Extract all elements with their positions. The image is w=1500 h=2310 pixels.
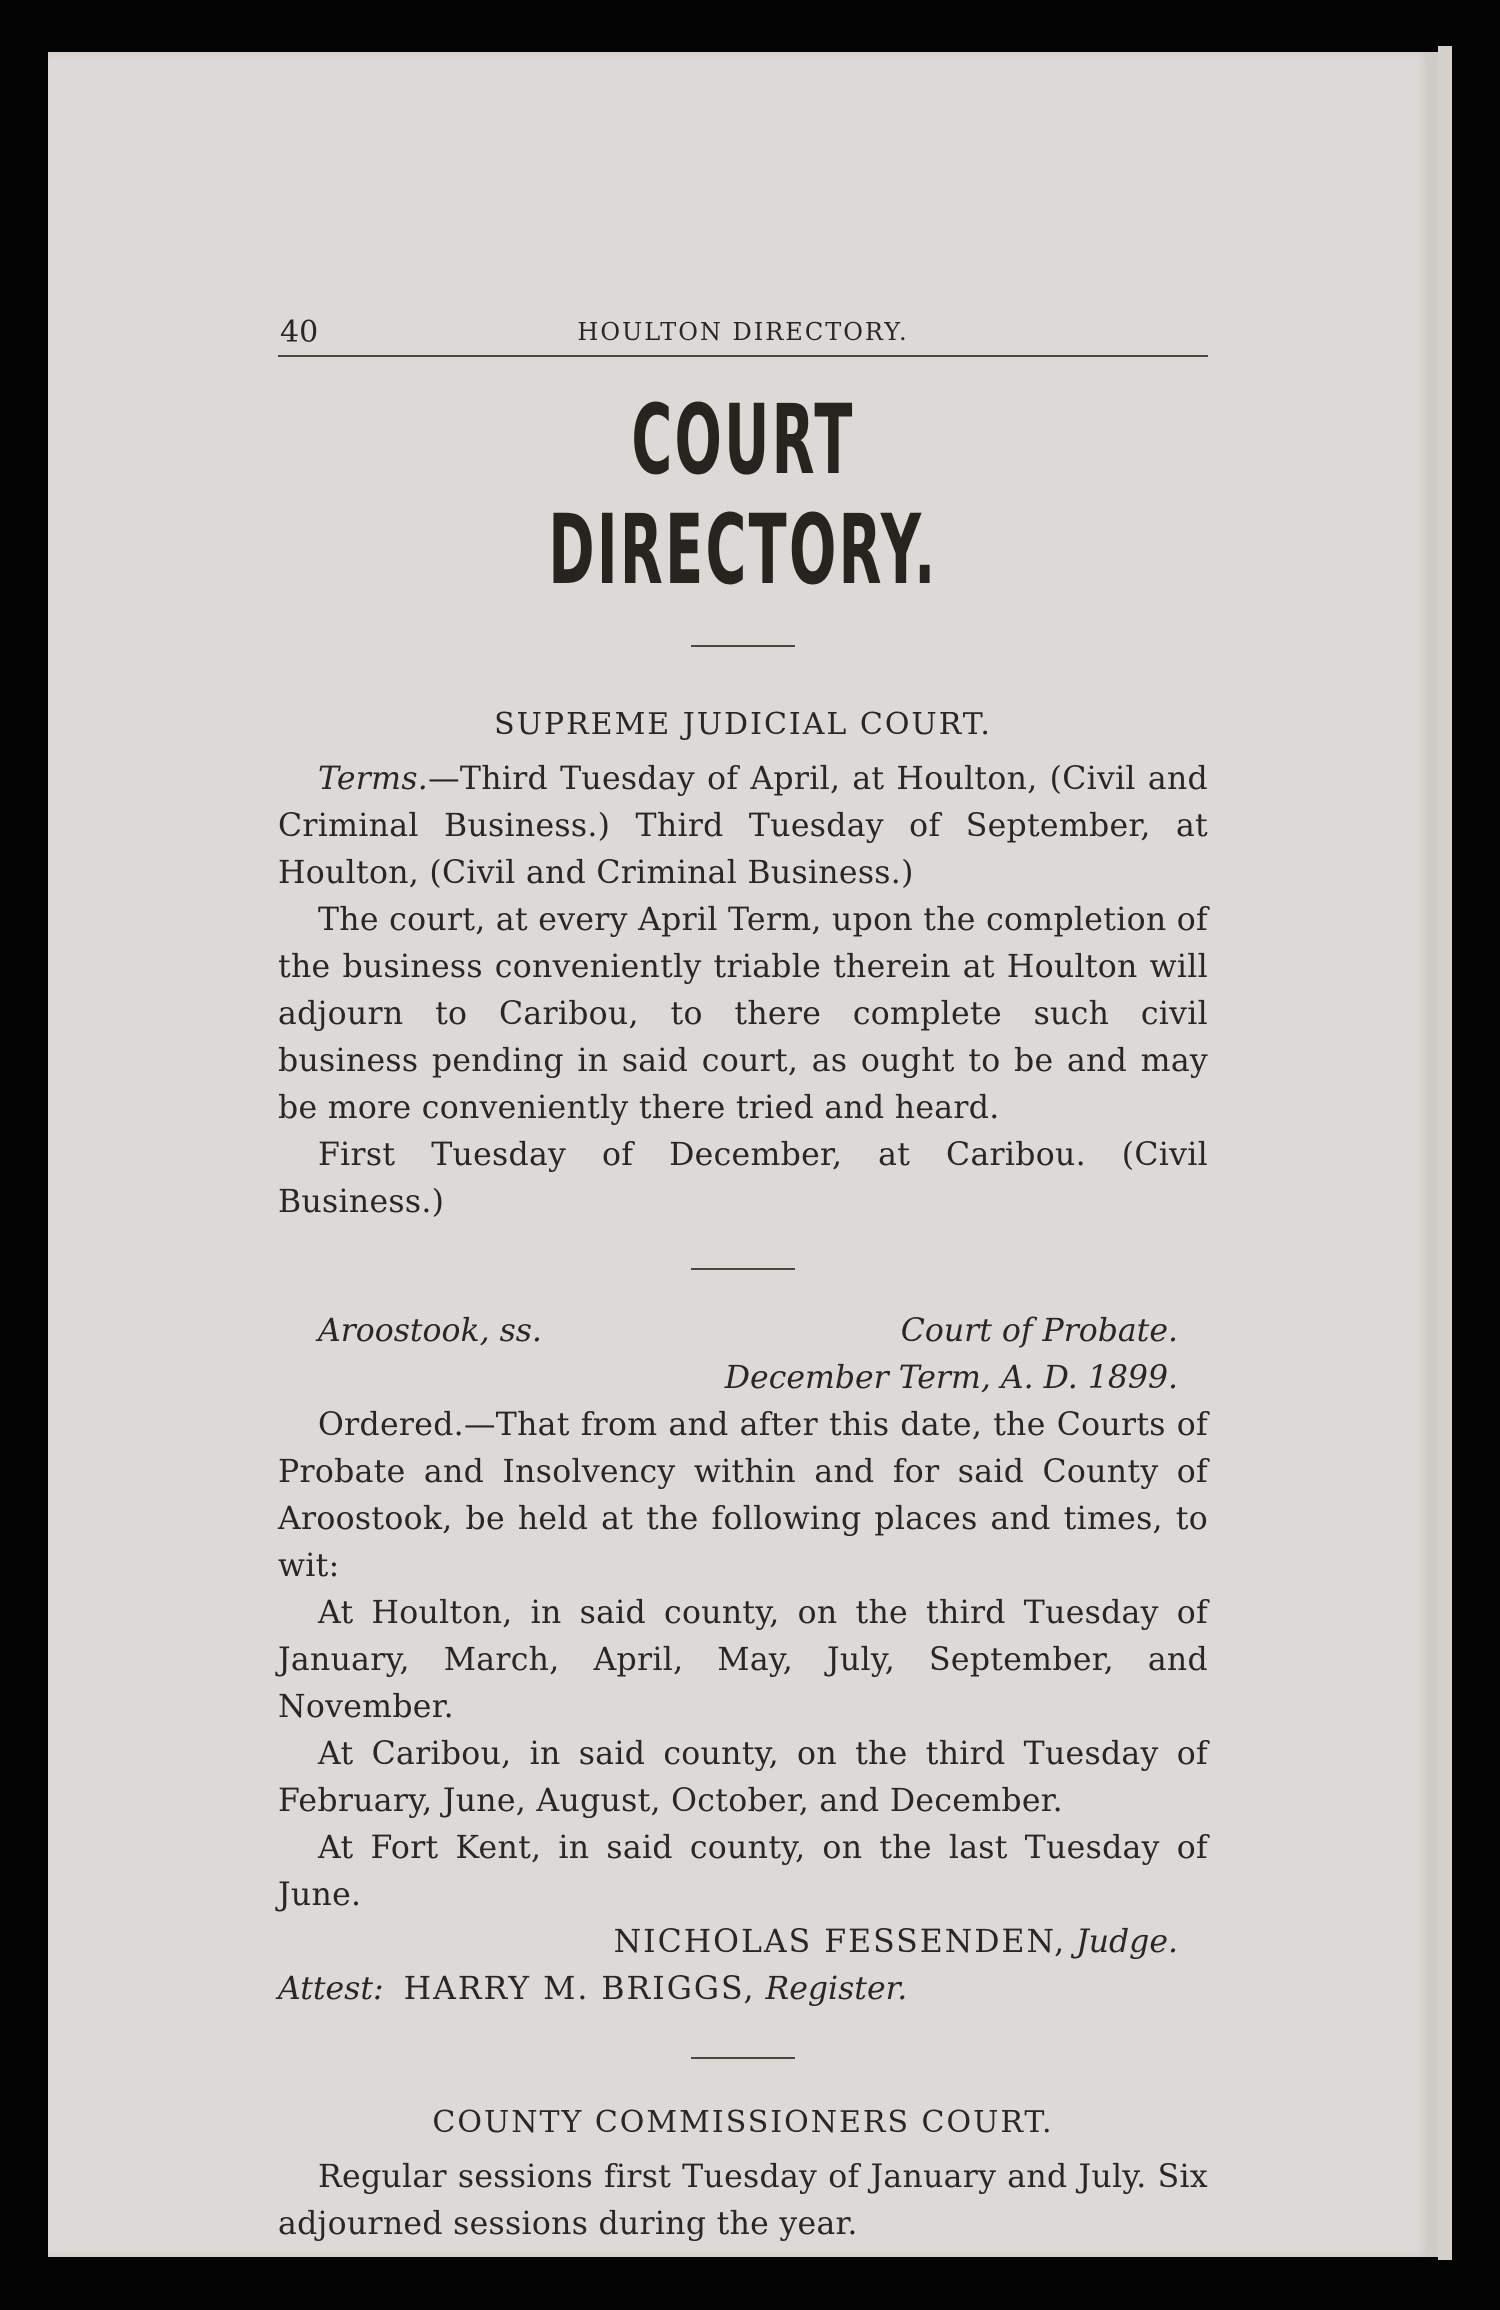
judge-name: NICHOLAS FESSENDEN, (613, 1924, 1067, 1960)
probate-header (278, 1308, 1208, 1355)
register-name: HARRY M. BRIGGS, (403, 1971, 756, 2007)
caribou-paragraph: At Caribou, in said county, on the third Tuesday of February, June, August, October, and December. (278, 1736, 1208, 1819)
adjourn-paragraph: The court, at every April Term, upon the completion of the business conveniently triable therein at Houlton will adjourn to Caribou, to there complete such civil business pending in said court, as ought to be and may be more conveniently there tried and heard. (278, 902, 1208, 1126)
probate-court-label: Court of Probate. (900, 1313, 1178, 1349)
divider-rule (691, 645, 795, 647)
page-edge (1438, 46, 1452, 2260)
running-header (278, 315, 1208, 357)
houlton-paragraph: At Houlton, in said county, on the third Tuesday of January, March, April, May, July, September, and November. (278, 1595, 1208, 1725)
running-title: HOULTON DIRECTORY. (577, 318, 909, 346)
register-title: Register. (765, 1971, 908, 2007)
fort-kent-paragraph: At Fort Kent, in said county, on the last Tuesday of June. (278, 1830, 1208, 1913)
judge-signature (278, 1919, 1208, 1966)
supreme-court-heading: SUPREME JUDICIAL COURT. (494, 707, 992, 742)
terms-text: —Third Tuesday of April, at Houlton, (Civil and Criminal Business.) Third Tuesday of September, at Houlton, (Civil and Criminal Business.) (278, 761, 1208, 891)
page-text (278, 315, 1208, 2248)
county-designation: Aroostook, ss. (318, 1313, 542, 1349)
page-title: COURT DIRECTORY. (548, 384, 938, 606)
terms-paragraph (278, 756, 1208, 897)
page-number: 40 (280, 315, 319, 350)
ordered-paragraph: Ordered.—That from and after this date, the Courts of Probate and Insolvency within and for said County of Aroostook, be held at the following places and times, to wit: (278, 1407, 1208, 1584)
judge-title: Judge. (1076, 1924, 1178, 1960)
december-paragraph: First Tuesday of December, at Caribou. (Civil Business.) (278, 1137, 1208, 1220)
probate-term: December Term, A. D. 1899. (724, 1360, 1178, 1396)
divider-rule (691, 2057, 795, 2059)
attest-signature (278, 1966, 1208, 2013)
divider-rule (691, 1268, 795, 1270)
county-commissioners-heading: COUNTY COMMISSIONERS COURT. (432, 2105, 1054, 2140)
terms-label: Terms. (318, 761, 429, 797)
attest-label: Attest: (278, 1971, 384, 2007)
sessions-paragraph: Regular sessions first Tuesday of January and July. Six adjourned sessions during the year. (278, 2159, 1208, 2242)
